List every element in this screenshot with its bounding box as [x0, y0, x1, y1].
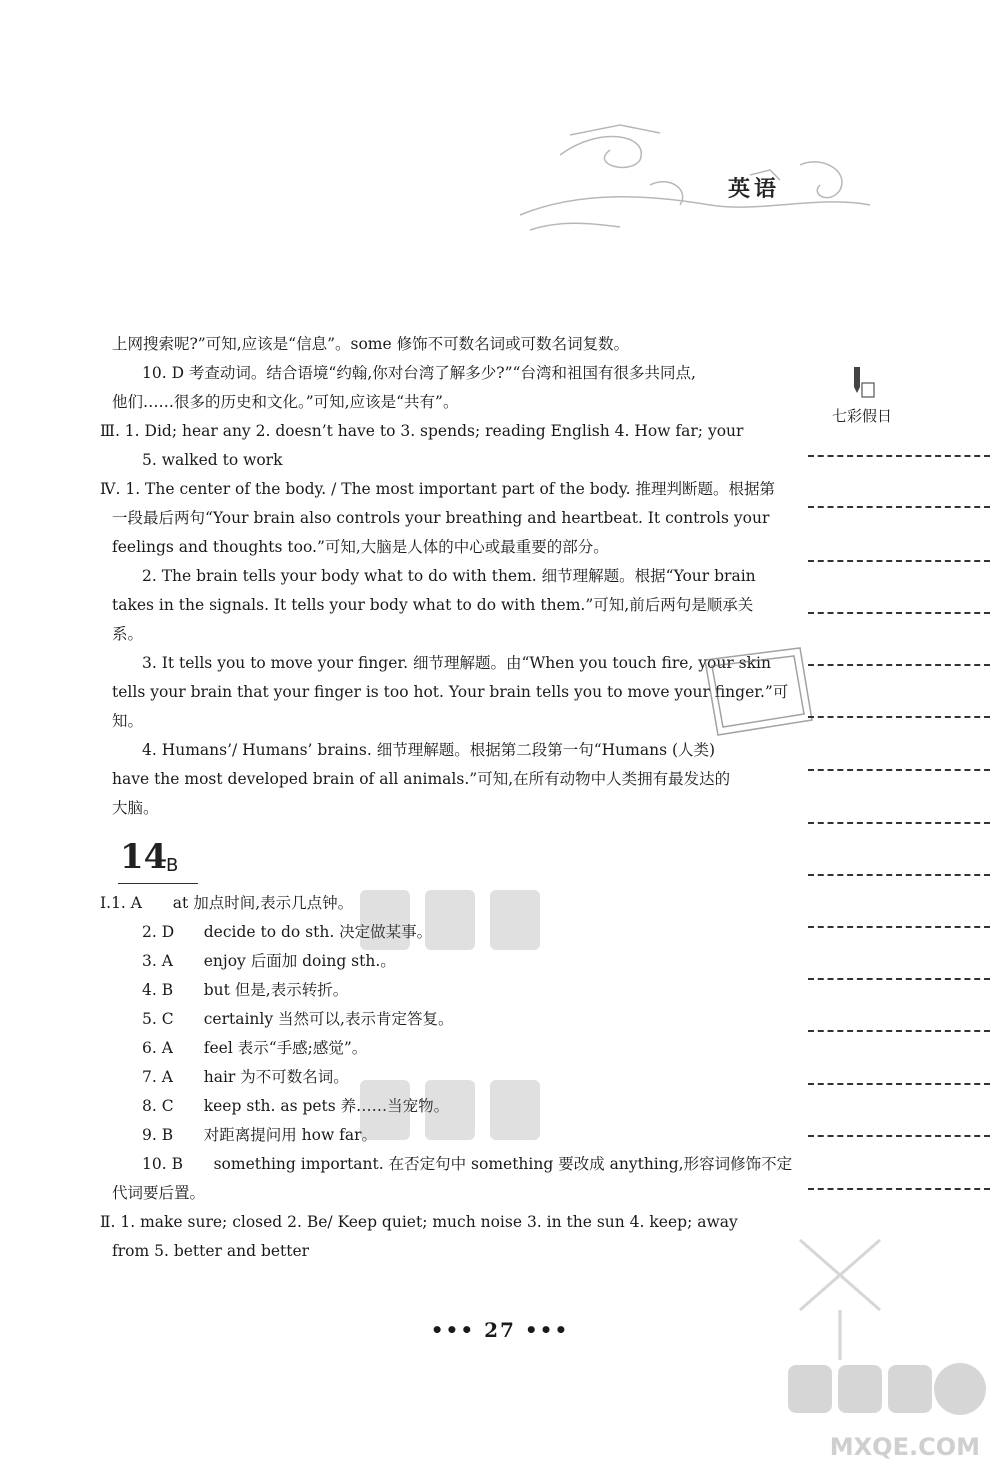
section-label: Ⅰ.	[100, 894, 112, 912]
answer-number: 7.	[142, 1068, 157, 1086]
answer-choice: C	[161, 1010, 174, 1028]
note-line	[808, 1083, 990, 1085]
answer-number: 1.	[111, 894, 126, 912]
sidebar-title: 七彩假日	[832, 407, 893, 425]
text-line: feelings and thoughts too.”可知,大脑是人体的中心或最重要的部分。	[112, 538, 609, 556]
text-line: 10. D 考查动词。结合语境“约翰,你对台湾了解多少?”“台湾和祖国有很多共同点,	[142, 364, 696, 382]
text-line: 他们……很多的历史和文化。”可知,应该是“共有”。	[112, 393, 459, 411]
answer-choice: B	[171, 1155, 183, 1173]
answer-row	[112, 1005, 752, 1034]
answer-number: 3.	[142, 952, 157, 970]
note-line	[808, 560, 990, 562]
answer-explanation: 对距离提问用 how far。	[203, 1126, 378, 1144]
note-line	[808, 926, 990, 928]
answer-continuation: 代词要后置。	[112, 1184, 206, 1202]
answer-choice: D	[161, 923, 175, 941]
section-3-answers: Ⅲ. 1. Did; hear any 2. doesn’t have to 3. spends; reading English 4. How far; your	[100, 422, 744, 440]
answer-choice: A	[161, 1039, 173, 1057]
note-line	[808, 664, 990, 666]
answer-number: 8.	[142, 1097, 157, 1115]
note-line	[808, 1135, 990, 1137]
section-4-answers: Ⅳ. 1. The center of the body. / The most important part of the body. 推理判断题。根据第	[100, 480, 775, 498]
answer-explanation: certainly 当然可以,表示肯定答复。	[203, 1010, 454, 1028]
pen-icon	[848, 365, 878, 401]
answer-number: 6.	[142, 1039, 157, 1057]
unit-number: 14	[120, 837, 168, 877]
unit-letter: B	[166, 855, 179, 876]
answer-number: 4.	[142, 981, 157, 999]
text-line: 知。	[112, 712, 144, 730]
unit-heading	[112, 833, 752, 885]
note-line	[808, 506, 990, 508]
unit-underline	[118, 883, 198, 884]
text-line: from 5. better and better	[112, 1242, 310, 1260]
text-line: 上网搜索呢?”可知,应该是“信息”。some 修饰不可数名词或可数名词复数。	[112, 335, 630, 353]
note-line	[808, 716, 990, 718]
note-line	[808, 612, 990, 614]
note-line	[808, 1030, 990, 1032]
text-line: have the most developed brain of all animals.”可知,在所有动物中人类拥有最发达的	[112, 770, 731, 788]
section-2-answers: Ⅱ. 1. make sure; closed 2. Be/ Keep quiet; much noise 3. in the sun 4. keep; away	[100, 1213, 738, 1231]
page-number: ••• 27 •••	[430, 1318, 570, 1342]
stamp-seal	[690, 640, 820, 750]
answer-explanation: keep sth. as pets 养……当宠物。	[203, 1097, 450, 1115]
text-line: 2. The brain tells your body what to do with them. 细节理解题。根据“Your brain	[142, 567, 756, 585]
text-line: tells your brain that your finger is too hot. Your brain tells you to move your finger.”可	[112, 683, 789, 701]
note-line	[808, 455, 990, 457]
note-line	[808, 769, 990, 771]
answer-choice: A	[161, 952, 173, 970]
answer-number: 2.	[142, 923, 157, 941]
answer-choice: A	[161, 1068, 173, 1086]
answer-explanation: something important. 在否定句中 something 要改成 anything,形容词修饰不定	[213, 1155, 793, 1173]
answer-explanation: but 但是,表示转折。	[203, 981, 349, 999]
answer-choice: A	[130, 894, 142, 912]
answer-row	[112, 1034, 752, 1063]
answer-choice: B	[161, 1126, 174, 1144]
answer-row	[112, 976, 752, 1005]
watermark-mark	[350, 880, 550, 970]
text-line: 5. walked to work	[142, 451, 283, 469]
header-decoration	[500, 95, 890, 245]
answer-number: 5.	[142, 1010, 157, 1028]
note-line	[808, 978, 990, 980]
answer-explanation: feel 表示“手感;感觉”。	[203, 1039, 368, 1057]
answer-choice: C	[161, 1097, 174, 1115]
logo-text: MXQE.COM	[829, 1433, 980, 1461]
text-line: takes in the signals. It tells your body what to do with them.”可知,前后两句是顺承关	[112, 596, 754, 614]
note-line	[808, 874, 990, 876]
answer-explanation: hair 为不可数名词。	[203, 1068, 349, 1086]
site-logo	[780, 1200, 995, 1465]
answer-explanation: at 加点时间,表示几点钟。	[172, 894, 354, 912]
text-line: 3. It tells you to move your finger. 细节理解题。由“When you touch fire, your skin	[142, 654, 771, 672]
answer-choice: B	[161, 981, 174, 999]
text-line: 大脑。	[112, 799, 159, 817]
watermark-mark	[350, 1070, 550, 1160]
text-line: 4. Humans’/ Humans’ brains. 细节理解题。根据第二段第一句“Humans (人类)	[142, 741, 716, 759]
text-line: 一段最后两句“Your brain also controls your breathing and heartbeat. It controls your	[112, 509, 770, 527]
text-line: 系。	[112, 625, 144, 643]
note-line	[808, 822, 990, 824]
note-line	[808, 1188, 990, 1190]
answer-number: 10.	[142, 1155, 167, 1173]
answer-number: 9.	[142, 1126, 157, 1144]
answer-explanation: enjoy 后面加 doing sth.。	[203, 952, 396, 970]
answer-explanation: decide to do sth. 决定做某事。	[203, 923, 433, 941]
subject-title: 英语	[728, 177, 781, 202]
